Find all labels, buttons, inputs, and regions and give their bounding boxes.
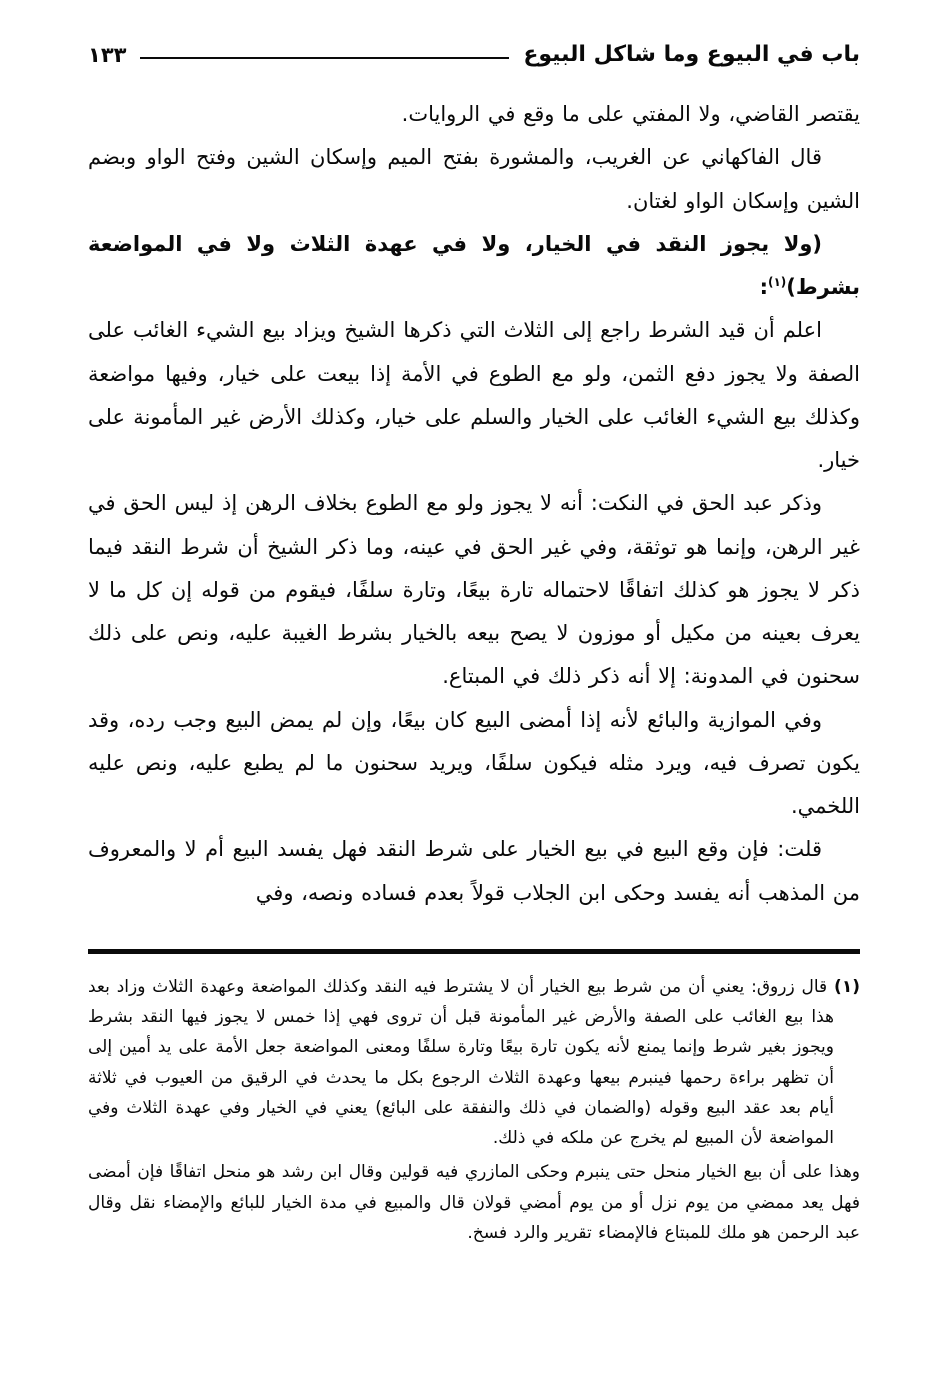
footnote-separator	[88, 949, 860, 954]
paragraph: اعلم أن قيد الشرط راجع إلى الثلاث التي ذكرها الشيخ ويزاد بيع الشيء الغائب على الصفة ولا يجوز دفع الثمن، ولو مع الطوع في الأمة إذا بيعت على خيار، وفيها مواضعة وكذلك بيع الشيء الغائب على الخيار والسلم على خيار، وكذلك الأرض غير المأمونة على خيار.	[88, 318, 860, 472]
footnote-item	[88, 972, 860, 1154]
paragraph-continuation: يقتصر القاضي، ولا المفتي على ما وقع في الروايات.	[401, 102, 860, 126]
footnote-text: قال زروق: يعني أن من شرط بيع الخيار أن لا يشترط فيه النقد وكذلك المواضعة وعهدة الثلاث وزاد بعد هذا بيع الغائب على الصفة والأرض غير المأمونة قبل أن تروى فهي إذا خمس لا يجوز فيها النقد بشرط ويجوز بغير شرط وإنما يمنع لأنه يكون تارة بيعًا وتارة سلفًا ومعنى المواضعة جعل الأمة على يد أمين إلى أن تظهر براءة رحمها فينبرم بيعها وعهدة الثلاث الرجوع بكل ما يحدث في الرقيق من العيوب في ثلاثة أيام بعد عقد البيع وقوله (والضمان في ذلك والنفقة على البائع) يعني في الخيار وفي عهدة الثلاث وفي المواضعة لأن المبيع لم يخرج عن ملكه في ذلك.	[88, 976, 834, 1148]
running-head	[88, 42, 860, 67]
paragraph: قال الفاكهاني عن الغريب، والمشورة بفتح الميم وإسكان الشين وفتح الواو وبضم الشين وإسكان الواو لغتان.	[88, 145, 860, 213]
footnote-marker: (١)	[834, 976, 860, 997]
footnotes	[88, 972, 860, 1248]
paragraph: قلت: فإن وقع البيع في بيع الخيار على شرط النقد فهل يفسد البيع أم لا والمعروف من المذهب أنه يفسد وحكى ابن الجلاب قولاً بعدم فساده ونصه، وفي	[88, 837, 860, 905]
body-text	[88, 93, 860, 915]
paragraph: وذكر عبد الحق في النكت: أنه لا يجوز ولو مع الطوع بخلاف الرهن إذ ليس الحق في غير الرهن، وإنما هو توثقة، وفي غير الحق في عينه، وما ذكر الشيخ أن شرط النقد فيما ذكر لا يجوز هو كذلك اتفاقًا لاحتماله تارة بيعًا، وتارة سلفًا، فيقوم من قوله إن كل ما لا يعرف بعينه من مكيل أو موزون لا يصح بيعه بالخيار بشرط الغيبة عليه، ونص على ذلك سحنون في المدونة: إلا أنه ذكر ذلك في المبتاع.	[88, 491, 860, 689]
matn-colon: :	[759, 275, 768, 299]
paragraph: وفي الموازية والبائع لأنه إذا أمضى البيع كان بيعًا، وإن لم يمض البيع وجب رده، وقد يكون تصرف فيه، ويرد مثله فيكون سلفًا، ويريد سحنون ما لم يطبع عليه، ونص عليه اللخمي.	[88, 707, 860, 818]
chapter-title: باب في البيوع وما شاكل البيوع	[523, 42, 860, 67]
matn-text: (ولا يجوز النقد في الخيار، ولا في عهدة الثلاث ولا في المواضعة بشرط)	[88, 231, 860, 299]
footnote-reference: (١)	[767, 275, 787, 289]
matn-quote	[88, 223, 860, 310]
header-rule	[140, 57, 509, 59]
page-number: ١٣٣	[88, 42, 127, 67]
footnote-item: وهذا على أن بيع الخيار منحل حتى ينبرم وحكى المازري فيه قولين وقال ابن رشد هو منحل اتفاقًا فإن أمضى فهل يعد ممضي من يوم نزل أو من يوم أمضي قولان قال والمبيع في مدة الخيار للبائع والإمضاء نقل وقال عبد الرحمن هو ملك للمبتاع فالإمضاء تقرير والرد فسخ.	[88, 1162, 860, 1243]
